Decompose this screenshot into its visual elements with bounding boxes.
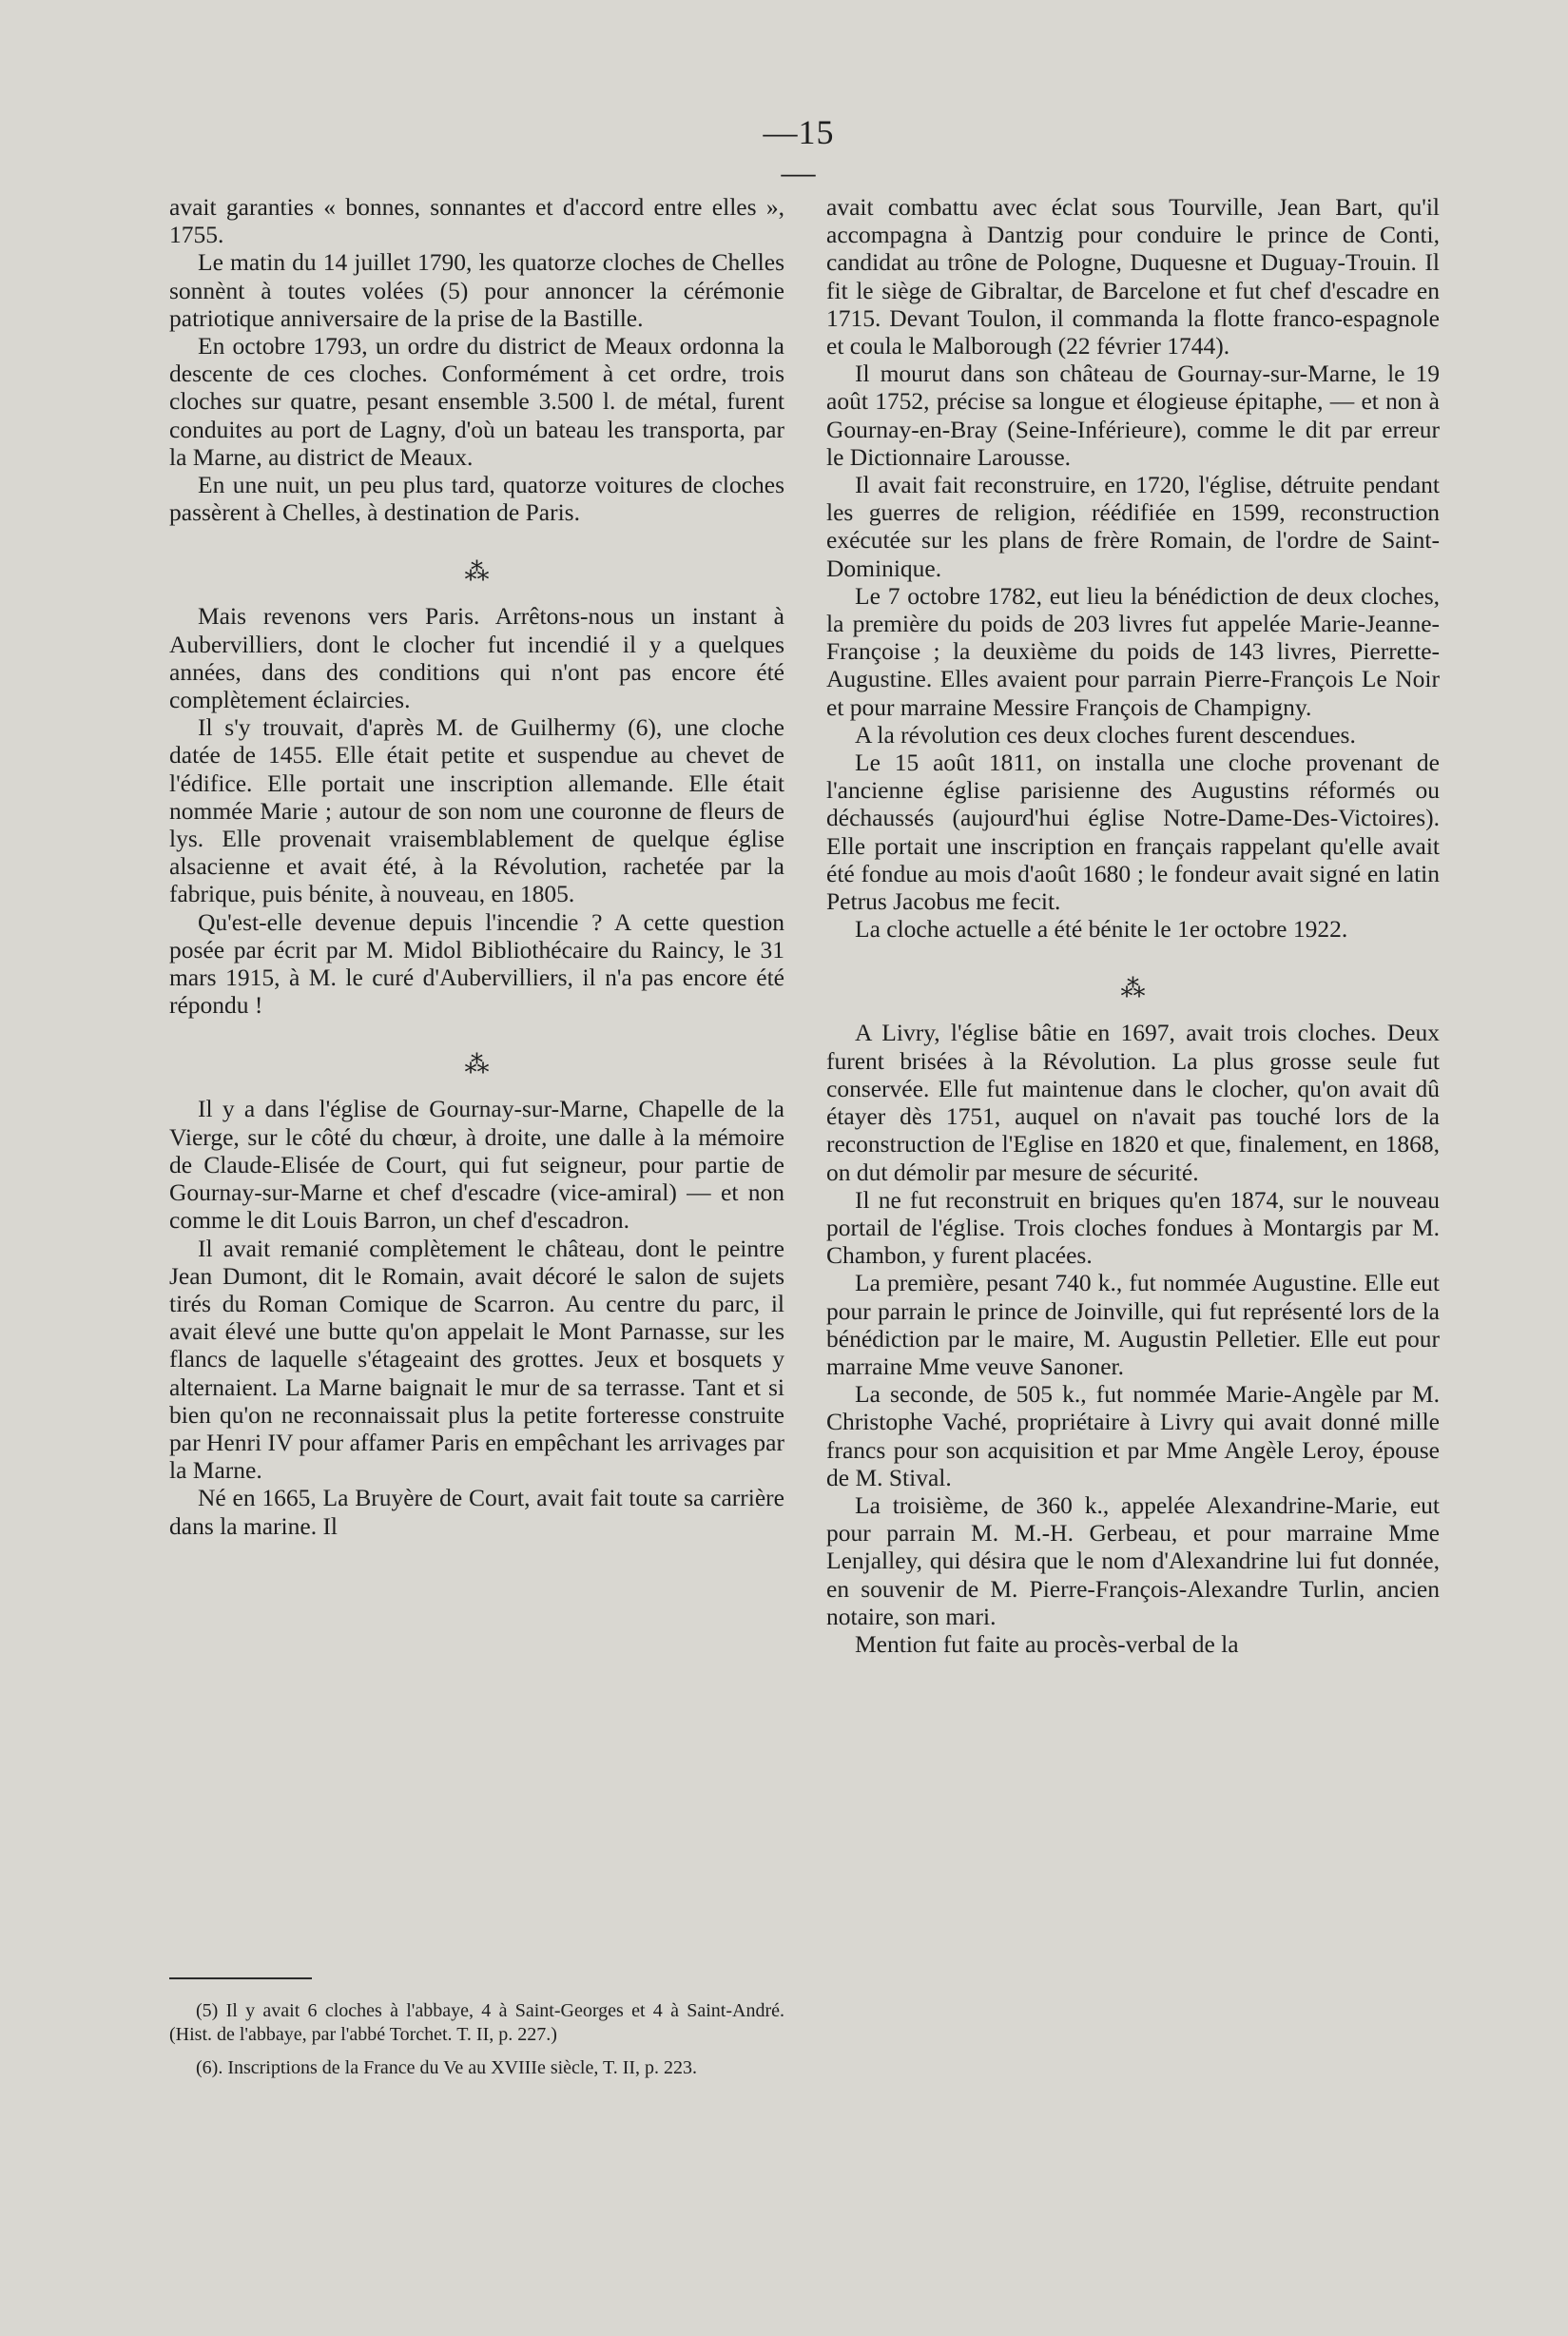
footnote-rule <box>169 1977 312 1979</box>
paragraph: Mais revenons vers Paris. Arrêtons-nous un instant à Aubervilliers, dont le clocher fut incendié il y a quelques années, dans des conditions qui n'ont pas encore été complètement éclaircies. <box>169 602 784 714</box>
paragraph: Il y a dans l'église de Gournay-sur-Marne, Chapelle de la Vierge, sur le côté du chœur, à droite, une dalle à la mémoire de Claude-Elisée de Court, qui fut seigneur, pour partie de Gournay-sur-Marne et chef d'escadre (vice-amiral) — et non comme le dit Louis Barron, un chef d'escadron. <box>169 1095 784 1235</box>
paragraph: En octobre 1793, un ordre du district de Meaux ordonna la descente de ces cloches. Conformément à cet ordre, trois cloches sur quatre, pesant ensemble 3.500 l. de métal, furent conduites au port de Lagny, d'où un bateau les transporta, par la Marne, au district de Meaux. <box>169 332 784 471</box>
paragraph: Il s'y trouvait, d'après M. de Guilhermy (6), une cloche datée de 1455. Elle était petite et suspendue au chevet de l'édifice. Elle portait une inscription allemande. Elle était nommée Marie ; autour de son nom une couronne de fleurs de lys. Elle provenait vraisemblablement de quelque église alsacienne et avait été, à la Révolution, rachetée par la fabrique, puis bénite, à nouveau, en 1805. <box>169 713 784 908</box>
paragraph: En une nuit, un peu plus tard, quatorze voitures de cloches passèrent à Chelles, à destination de Paris. <box>169 471 784 527</box>
paragraph: avait garanties « bonnes, sonnantes et d'accord entre elles », 1755. <box>169 193 784 249</box>
section-separator <box>169 558 784 596</box>
paragraph: Le 15 août 1811, on installa une cloche provenant de l'ancienne église parisienne des Augustins réformés ou déchaussés (aujourd'hui église Notre-Dame-Des-Victoires). Elle portait une inscription en français rappelant qu'elle avait été fondue au mois d'août 1680 ; le fondeur avait signé en latin Petrus Jacobus me fecit. <box>826 749 1440 916</box>
right-column <box>826 193 1440 1658</box>
paragraph: Qu'est-elle devenue depuis l'incendie ? A cette question posée par écrit par M. Midol Bibliothécaire du Raincy, le 31 mars 1915, à M. le curé d'Aubervilliers, il n'a pas encore été répondu ! <box>169 907 784 1020</box>
left-column <box>169 193 784 1540</box>
paragraph: Le 7 octobre 1782, eut lieu la bénédiction de deux cloches, la première du poids de 203 livres fut appelée Marie-Jeanne-Françoise ; la deuxième du poids de 143 livres, Pierrette-Augustine. Elles avaient pour parrain Pierre-François Le Noir et pour marraine Messire François de Champigny. <box>826 581 1440 721</box>
section-separator <box>169 1051 784 1089</box>
section-separator <box>826 975 1440 1013</box>
asterism-ornament: ⁂ <box>1120 975 1146 1003</box>
paragraph: Il avait fait reconstruire, en 1720, l'église, détruite pendant les guerres de religion, réédifiée en 1599, reconstruction exécutée sur les plans de frère Romain, de l'ordre de Saint-Dominique. <box>826 471 1440 582</box>
paragraph: avait combattu avec éclat sous Tourville, Jean Bart, qu'il accompagna à Dantzig pour conduire le prince de Conti, candidat au trône de Pologne, Duquesne et Duguay-Trouin. Il fit le siège de Gibraltar, de Barcelone et fut chef d'escadre en 1715. Devant Toulon, il commanda la flotte franco-espagnole et coula le Malborough (22 février 1744). <box>826 193 1440 360</box>
paragraph: Mention fut faite au procès-verbal de la <box>855 1629 1239 1658</box>
footnote: (5) Il y avait 6 cloches à l'abbaye, 4 à Saint-Georges et 4 à Saint-André. (Hist. de l'abbaye, par l'abbé Torchet. T. II, p. 227.) <box>169 2000 784 2045</box>
paragraph: A Livry, l'église bâtie en 1697, avait trois cloches. Deux furent brisées à la Révolution. La plus grosse seule fut conservée. Elle fut maintenue dans le clocher, qu'on avait dû étayer dès 1751, auquel on n'avait pas touché lors de la reconstruction de l'Eglise en 1820 et que, finalement, en 1868, on dut démolir par mesure de sécurité. <box>826 1019 1440 1186</box>
paragraph: La troisième, de 360 k., appelée Alexandrine-Marie, eut pour parrain M. M.-H. Gerbeau, et pour marraine Mme Lenjalley, qui désira que le nom d'Alexandrine lui fut donnée, en souvenir de M. Pierre-François-Alexandre Turlin, ancien notaire, son mari. <box>826 1490 1440 1630</box>
paragraph: Né en 1665, La Bruyère de Court, avait fait toute sa carrière dans la marine. Il <box>169 1484 784 1540</box>
paragraph: Il avait remanié complètement le château, dont le peintre Jean Dumont, dit le Romain, avait décoré le salon de sujets tirés du Roman Comique de Scarron. Au centre du parc, il avait élevé une butte qu'on appelait le Mont Parnasse, sur les flancs de laquelle s'étageaint des grottes. Jeux et bosquets y alternaient. La Marne baignait le mur de sa terrasse. Tant et si bien qu'on ne reconnaissait plus la petite forteresse construite par Henri IV pour affamer Paris en empêchant les arrivages par la Marne. <box>169 1234 784 1485</box>
footnotes <box>169 1999 784 2090</box>
footnote: (6). Inscriptions de la France du Ve au XVIIIe siècle, T. II, p. 223. <box>196 2057 698 2078</box>
paragraph: A la révolution ces deux cloches furent descendues. <box>855 720 1356 749</box>
paragraph: La seconde, de 505 k., fut nommée Marie-Angèle par M. Christophe Vaché, propriétaire à Livry qui avait donné mille francs pour son acquisition et par Mme Angèle Leroy, épouse de M. Stival. <box>826 1380 1440 1491</box>
paragraph: Il ne fut reconstruit en briques qu'en 1874, sur le nouveau portail de l'église. Trois cloches fondues à Montargis par M. Chambon, y furent placées. <box>826 1185 1440 1270</box>
paragraph: La cloche actuelle a été bénite le 1er octobre 1922. <box>855 915 1348 944</box>
asterism-ornament: ⁂ <box>464 558 490 587</box>
asterism-ornament: ⁂ <box>464 1051 490 1080</box>
paragraph: La première, pesant 740 k., fut nommée Augustine. Elle eut pour parrain le prince de Joinville, qui fut représenté lors de la bénédiction par le maire, M. Augustin Pelletier. Elle eut pour marraine Mme veuve Sanoner. <box>826 1269 1440 1380</box>
page-number: —15 — <box>763 113 835 191</box>
paragraph: Il mourut dans son château de Gournay-sur-Marne, le 19 août 1752, précise sa longue et élogieuse épitaphe, — et non à Gournay-en-Bray (Seine-Inférieure), comme le dit par erreur le Dictionnaire Larousse. <box>826 360 1440 471</box>
paragraph: Le matin du 14 juillet 1790, les quatorze cloches de Chelles sonnènt à toutes volées (5) pour annoncer la cérémonie patriotique anniversaire de la prise de la Bastille. <box>169 248 784 332</box>
